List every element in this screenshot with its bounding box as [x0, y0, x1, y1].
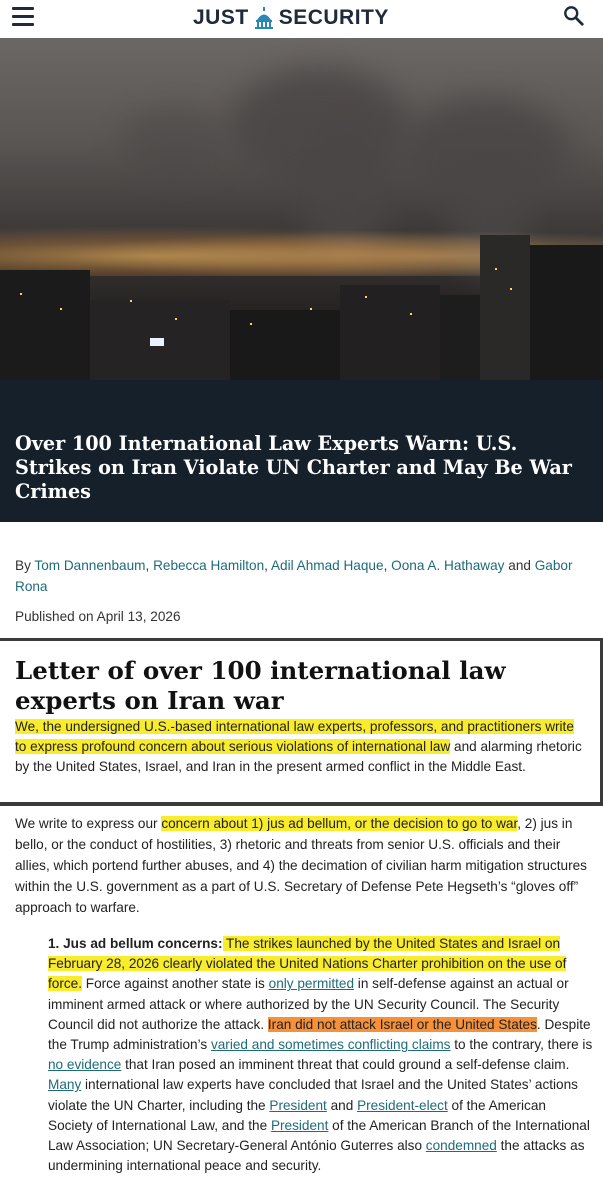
text: in self-defense against an actual or imminent armed attack or where authorized by the UN Security Council. The Security Council did not authorize the attack.: [48, 976, 569, 1032]
published-date: Published on April 13, 2026: [15, 609, 181, 624]
capitol-dome-icon: [252, 6, 276, 30]
author-link[interactable]: Adil Ahmad Haque: [270, 558, 384, 573]
letter-heading: Letter of over 100 international law experts on Iran war: [15, 656, 506, 715]
author-link[interactable]: Gabor Rona: [15, 558, 573, 594]
letter-intro: [15, 717, 585, 777]
highlighted-text: concern about 1) jus ad bellum, or the decision to go to war: [161, 816, 518, 831]
link-president[interactable]: President: [269, 1097, 327, 1113]
link-varied-claims[interactable]: varied and sometimes conflicting claims: [210, 1037, 451, 1053]
link-president-ila[interactable]: President: [270, 1117, 329, 1133]
author-link[interactable]: Rebecca Hamilton: [153, 558, 265, 573]
highlighted-text-orange: Iran did not attack Israel or the United States: [267, 1016, 537, 1032]
article-title-band: [0, 380, 603, 522]
highlighted-text: The strikes launched by the United States and Israel on February 28, 2026 clearly violated the United Nations Charter prohibition on the use of force.: [48, 936, 567, 992]
highlighted-text: We, the undersigned U.S.-based international law experts, professors, and practitioners write to express profound concern about serious violations of international law: [15, 719, 574, 754]
search-icon[interactable]: [563, 5, 585, 27]
text: , 2) jus in bello, or the conduct of hostilities, 3) rhetoric and threats from senior U.S. officials and their allies, which portend further abuses, and 4) the decimation of civilian harm mitigation structures within the U.S. government as a part of U.S. Secretary of Defense Pete Hegseth’s “gloves off” approach to warfare.: [15, 816, 587, 915]
text: of the American Branch of the International Law Association; UN Secretary-General António Guterres also: [48, 1117, 590, 1154]
link-president-elect[interactable]: President-elect: [357, 1097, 448, 1113]
byline-separator: and: [504, 558, 535, 573]
logo-text-right: SECURITY: [278, 6, 389, 29]
byline: [15, 555, 590, 597]
article-title: Over 100 International Law Experts Warn: U.S. Strikes on Iran Violate UN Charter and May Be War Crimes: [15, 432, 572, 503]
text: of the American Society of International Law, and the: [48, 1097, 546, 1133]
text: that Iran posed an imminent threat that could ground a self-defense claim.: [121, 1057, 570, 1073]
menu-icon[interactable]: [12, 7, 34, 27]
text: the attacks as undermining international peace and security.: [48, 1138, 585, 1174]
link-many[interactable]: Many: [48, 1077, 82, 1093]
hero-image: [0, 38, 603, 380]
link-only-permitted[interactable]: only permitted: [268, 976, 355, 992]
byline-prefix: By: [15, 558, 35, 573]
byline-separator: ,: [383, 558, 392, 573]
paragraph-concerns: [15, 813, 593, 918]
author-link[interactable]: Oona A. Hathaway: [391, 558, 505, 573]
text: to the contrary, there is: [450, 1037, 593, 1053]
text: Force against another state is: [82, 976, 269, 992]
text: We write to express our: [15, 816, 162, 831]
link-condemned[interactable]: condemned: [425, 1138, 497, 1154]
logo-text-left: JUST: [193, 6, 249, 29]
section-lead: 1. Jus ad bellum concerns:: [48, 936, 223, 951]
link-no-evidence[interactable]: no evidence: [48, 1057, 122, 1073]
byline-separator: ,: [264, 558, 271, 573]
site-logo[interactable]: [193, 5, 389, 31]
top-bar: [0, 0, 603, 38]
byline-separator: ,: [145, 558, 154, 573]
text: . Despite the Trump administration’s: [48, 1016, 591, 1053]
text: international law experts have concluded that Israel and the United States’ actions violate the UN Charter, including the: [48, 1077, 578, 1113]
text: and alarming rhetoric by the United States, Israel, and Iran in the present armed conflict in the Middle East.: [15, 739, 582, 774]
letter-excerpt-box: [0, 638, 603, 806]
paragraph-jus-ad-bellum: [48, 934, 593, 1176]
author-link[interactable]: Tom Dannenbaum: [34, 558, 146, 573]
text: and: [326, 1097, 358, 1113]
